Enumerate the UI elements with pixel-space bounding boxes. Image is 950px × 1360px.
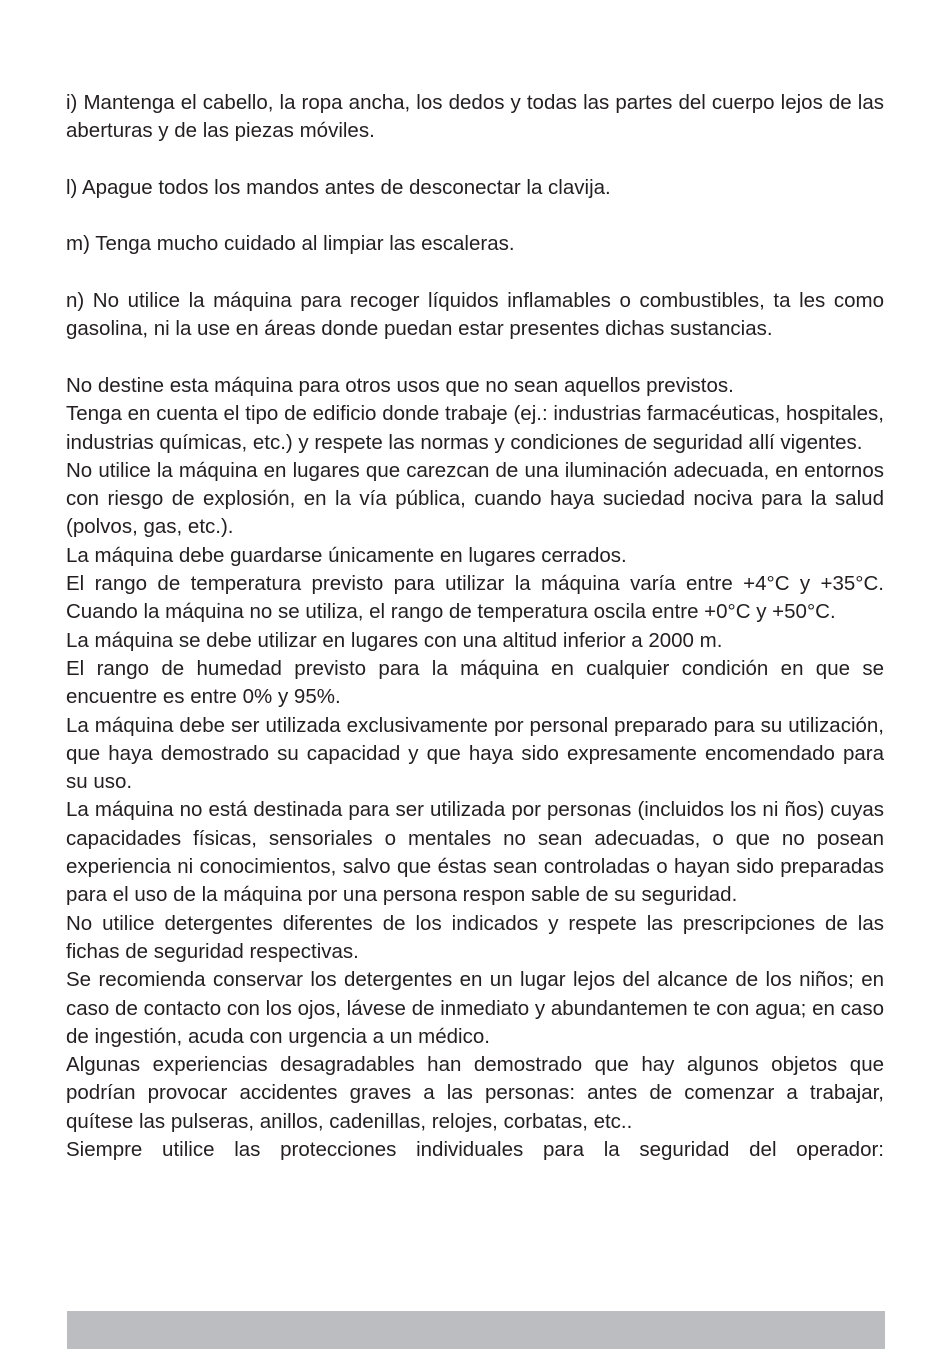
spacer: [66, 344, 884, 372]
paragraph-temperature: El rango de temperatura previsto para utilizar la máquina varía entre +4°C y +35°C. Cuando la máquina no se utiliza, el rango de temperatura oscila entre +0°C y +50°C.: [66, 572, 884, 624]
paragraph-personnel: La máquina debe ser utilizada exclusivamente por personal preparado para su utilización, que haya demostrado su capacidad y que haya sido expresamente encomendado para su uso.: [66, 713, 884, 794]
paragraph-detergents: No utilice detergentes diferentes de los indicados y respete las prescripciones de las fichas de seguridad respectivas.: [66, 911, 884, 963]
paragraph-usage: No destine esta máquina para otros usos que no sean aquellos previstos.: [66, 373, 734, 397]
paragraph-building-type: Tenga en cuenta el tipo de edificio donde trabaje (ej.: industrias farmacéuticas, hospitales, industrias químicas, etc.) y respete las normas y condiciones de seguridad allí vigentes.: [66, 402, 884, 454]
paragraph-altitude: La máquina se debe utilizar en lugares con una altitud inferior a 2000 m.: [66, 628, 723, 652]
spacer: [66, 202, 884, 230]
document-body: [66, 89, 884, 1164]
spacer: [66, 259, 884, 287]
paragraph-persons-capacity: La máquina no está destinada para ser utilizada por personas (incluidos los ni ños) cuyas capacidades físicas, sensoriales o mentales no sean adecuadas, o que no posean experiencia ni conocimientos, salvo que éstas sean controladas o hayan sido preparadas para el uso de la máquina por una persona respon sable de su seguridad.: [66, 798, 884, 907]
paragraph-storage: La máquina debe guardarse únicamente en lugares cerrados.: [66, 543, 627, 567]
footer-bar: [67, 1311, 885, 1349]
paragraph-humidity: El rango de humedad previsto para la máquina en cualquier condición en que se encuentre es entre 0% y 95%.: [66, 656, 884, 709]
spacer: [66, 146, 884, 174]
paragraph-objects: Algunas experiencias desagradables han demostrado que hay algunos objetos que podrían provocar accidentes graves a las personas: antes de comenzar a trabajar, quítese las pulseras, anillos, cadenillas, relojes, corbatas, etc..: [66, 1053, 884, 1133]
paragraph-protections: Siempre utilice las protecciones individuales para la seguridad del operador:: [66, 1137, 884, 1161]
item-m: m) Tenga mucho cuidado al limpiar las escaleras.: [66, 232, 515, 256]
item-i: i) Mantenga el cabello, la ropa ancha, los dedos y todas las partes del cuerpo lejos de las aberturas y de las piezas móviles.: [66, 91, 884, 143]
item-n: n) No utilice la máquina para recoger líquidos inflamables o combustibles, ta les como gasolina, ni la use en áreas donde puedan estar presentes dichas sustancias.: [66, 289, 884, 341]
item-l: l) Apague todos los mandos antes de desconectar la clavija.: [66, 175, 611, 199]
paragraph-detergent-storage: Se recomienda conservar los detergentes en un lugar lejos del alcance de los niños; en caso de contacto con los ojos, lávese de inmediato y abundantemen te con agua; en caso de ingestión, acuda con urgencia a un médico.: [66, 968, 884, 1048]
paragraph-lighting: No utilice la máquina en lugares que carezcan de una iluminación adecuada, en entornos con riesgo de explosión, en la vía pública, cuando haya suciedad nociva para la salud (polvos, gas, etc.).: [66, 458, 884, 539]
